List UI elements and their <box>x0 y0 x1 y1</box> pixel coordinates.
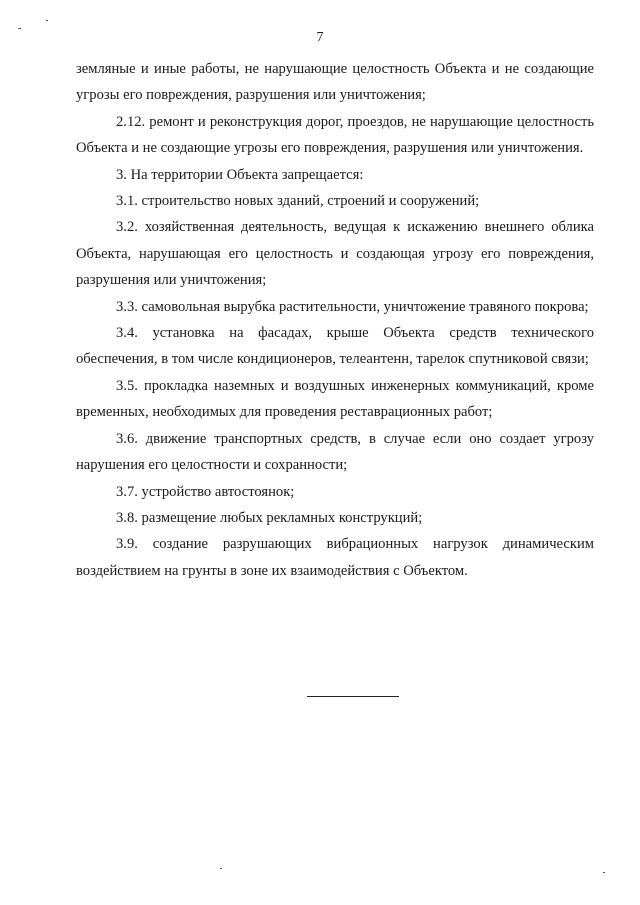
document-body <box>76 56 594 584</box>
paragraph-3-4: 3.4. установка на фасадах, крыше Объекта средств технического обеспечения, в том числе кондиционеров, телеантенн, тарелок спутниковой связи; <box>76 325 594 368</box>
scan-speck <box>46 20 48 21</box>
paragraph-3-9: 3.9. создание разрушающих вибрационных нагрузок динамическим воздействием на грунты в зоне их взаимодействия с Объектом. <box>76 536 594 579</box>
paragraph-3-5: 3.5. прокладка наземных и воздушных инженерных коммуникаций, кроме временных, необходимых для проведения реставрационных работ; <box>76 377 594 421</box>
paragraph-3-2: 3.2. хозяйственная деятельность, ведущая к искажению внешнего облика Объекта, нарушающая его целостность и создающая угрозу его повреждения, разрушения или уничтожения; <box>76 219 594 289</box>
paragraph-3-7: 3.7. устройство автостоянок; <box>116 483 295 500</box>
paragraph-3-3: 3.3. самовольная вырубка растительности, уничтожение травяного покрова; <box>116 298 589 315</box>
scan-speck <box>220 868 222 869</box>
paragraph-3-6: 3.6. движение транспортных средств, в случае если оно создает угрозу нарушения его целостности и сохранности; <box>76 430 594 474</box>
paragraph-3-heading: 3. На территории Объекта запрещается: <box>116 166 364 183</box>
paragraph-continuation: земляные и иные работы, не нарушающие целостность Объекта и не создающие угрозы его повреждения, разрушения или уничтожения; <box>76 61 594 104</box>
paragraph-2-12: 2.12. ремонт и реконструкция дорог, проездов, не нарушающие целостность Объекта и не создающие угрозы его повреждения, разрушения или уничтожения. <box>76 113 594 157</box>
paragraph-3-1: 3.1. строительство новых зданий, строений и сооружений; <box>116 193 480 210</box>
scan-speck <box>603 872 605 873</box>
paragraph-3-8: 3.8. размещение любых рекламных конструкций; <box>116 509 423 526</box>
scan-speck <box>18 28 21 29</box>
end-separator-line <box>307 696 399 697</box>
page-number: 7 <box>316 30 324 45</box>
